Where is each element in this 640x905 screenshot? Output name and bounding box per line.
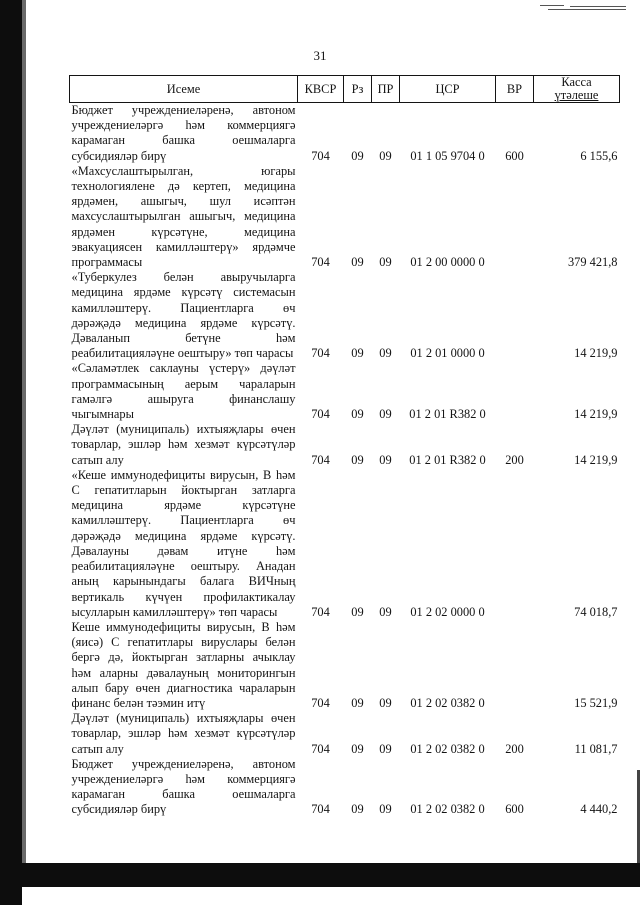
row-kvsr: 704 (311, 695, 330, 710)
table-row (70, 711, 620, 757)
row-pr: 09 (379, 407, 392, 422)
table-row (70, 757, 620, 818)
row-name: Дәүләт (муниципаль) ихтыяҗлары өчен товарлар, эшләр һәм хезмәт күрсәтүләр сатып алу (71, 422, 296, 467)
row-rz: 09 (351, 346, 364, 361)
scan-border-left-shade (22, 0, 26, 905)
row-name: Дәүләт (муниципаль) ихтыяҗлары өчен товарлар, эшләр һәм хезмәт күрсәтүләр сатып алу (71, 711, 296, 756)
row-cash: 74 018,7 (574, 604, 618, 619)
row-name: Бюджет учреждениеләренә, автоном учреждениеләргә һәм коммерциягә карамаган башка оешмаларга субсидияләр бирү (71, 756, 296, 817)
header-vr: ВР (496, 76, 534, 103)
row-cash: 14 219,9 (574, 346, 618, 361)
table-row (70, 468, 620, 620)
row-pr: 09 (379, 604, 392, 619)
row-pr: 09 (379, 741, 392, 756)
row-kvsr: 704 (311, 346, 330, 361)
page-number: 31 (313, 48, 327, 63)
row-name: Кеше иммунодефициты вирусын, В һәм (яисә) С гепатитлары вируслары белән бергә дә, йоктырган затларны ачыклау һәм аларны дәвалауның мониторингын алып бару өчен диагностика чараларын финанс белән тәэмин итү (71, 619, 296, 710)
header-name: Исеме (70, 76, 298, 103)
scan-border-bottom-gap (22, 887, 640, 905)
row-cash: 4 440,2 (580, 802, 618, 817)
row-csr: 01 2 02 0382 0 (410, 802, 485, 817)
row-pr: 09 (379, 346, 392, 361)
row-kvsr: 704 (311, 741, 330, 756)
row-vr (496, 361, 534, 422)
row-csr: 01 2 02 0000 0 (410, 604, 485, 619)
row-cash: 14 219,9 (574, 452, 618, 467)
row-rz: 09 (351, 741, 364, 756)
row-pr: 09 (379, 802, 392, 817)
table-row (70, 103, 620, 164)
row-rz: 09 (351, 695, 364, 710)
header-cash-line2: үтәлеше (554, 88, 599, 102)
row-kvsr: 704 (311, 148, 330, 163)
row-vr (496, 468, 534, 620)
row-vr: 200 (505, 452, 524, 467)
row-rz: 09 (351, 802, 364, 817)
row-vr (496, 270, 534, 361)
row-csr: 01 2 02 0382 0 (410, 741, 485, 756)
table-row (70, 361, 620, 422)
row-csr: 01 2 01 R382 0 (409, 452, 486, 467)
budget-table (69, 75, 620, 818)
row-cash: 14 219,9 (574, 407, 618, 422)
row-csr: 01 2 01 R382 0 (409, 407, 486, 422)
row-cash: 6 155,6 (580, 148, 618, 163)
row-kvsr: 704 (311, 452, 330, 467)
scan-border-bottom (22, 863, 640, 887)
table-header (70, 76, 620, 103)
row-pr: 09 (379, 255, 392, 270)
row-name: «Сәламәтлек саклауны үстерү» дәүләт программасының аерым чараларын гамәлгә ашыруга финанслашу чыгымнары (71, 361, 296, 422)
header-csr: ЦСР (400, 76, 496, 103)
row-name: Бюджет учреждениеләренә, автоном учреждениеләргә һәм коммерциягә карамаган башка оешмаларга субсидияләр бирү (71, 103, 296, 163)
row-cash: 11 081,7 (574, 741, 618, 756)
row-name: «Кеше иммунодефициты вирусын, В һәм С гепатитларын йоктырган затларга медицина ярдәме күрсәтүне камилләштерү. Пациентларга өч дәрәҗәдә медицина ярдәме күрсәтү. Дәвалауны дәвам итүне һәм реабилитацияләүне оештыру. Анадан аның карынындагы балага ВИЧның вертикаль күчүен профилактикалау ысулларын камилләштерү» төп чарасы (71, 467, 296, 619)
row-rz: 09 (351, 452, 364, 467)
header-rz: Рз (344, 76, 372, 103)
scan-border-left (0, 0, 22, 905)
row-kvsr: 704 (311, 255, 330, 270)
table-row (70, 620, 620, 711)
row-kvsr: 704 (311, 802, 330, 817)
row-cash: 379 421,8 (567, 255, 618, 270)
row-vr: 600 (505, 148, 524, 163)
header-kvsr: КВСР (298, 76, 344, 103)
row-rz: 09 (351, 255, 364, 270)
row-rz: 09 (351, 407, 364, 422)
table-row (70, 270, 620, 361)
row-vr: 200 (505, 741, 524, 756)
header-pr: ПР (372, 76, 400, 103)
row-vr: 600 (505, 802, 524, 817)
header-cash (534, 76, 620, 103)
row-csr: 01 1 05 9704 0 (410, 148, 485, 163)
table-row (70, 422, 620, 468)
table-body (70, 103, 620, 818)
scan-marks-top (540, 4, 630, 10)
row-vr (496, 620, 534, 711)
row-name: «Махсуслаштырылган, югары технологиялене дә кертеп, медицина ярдәмен, ашыгыч, шул исәптән махсуслаштырылган ашыгыч, медицина ярдәмен күрсәтүне, медицина эвакуациясен камилләштерү» ярдәмче программасы (71, 163, 296, 270)
header-cash-line1: Касса (561, 75, 592, 89)
row-vr (496, 164, 534, 270)
table-row (70, 164, 620, 270)
row-pr: 09 (379, 452, 392, 467)
row-csr: 01 2 00 0000 0 (410, 255, 485, 270)
row-pr: 09 (379, 148, 392, 163)
row-kvsr: 704 (311, 604, 330, 619)
row-csr: 01 2 01 0000 0 (410, 346, 485, 361)
row-kvsr: 704 (311, 407, 330, 422)
row-rz: 09 (351, 604, 364, 619)
row-name: «Туберкулез белән авыручыларга медицина ярдәме күрсәтү системасын камилләштерү. Пациентларга өч дәрәҗәдә медицина ярдәме күрсәтү. Дәваланып бетүне һәм реабилитацияләүне оештыру» төп чарасы (71, 270, 296, 361)
row-pr: 09 (379, 695, 392, 710)
row-csr: 01 2 02 0382 0 (410, 695, 485, 710)
row-rz: 09 (351, 148, 364, 163)
row-cash: 15 521,9 (574, 695, 618, 710)
